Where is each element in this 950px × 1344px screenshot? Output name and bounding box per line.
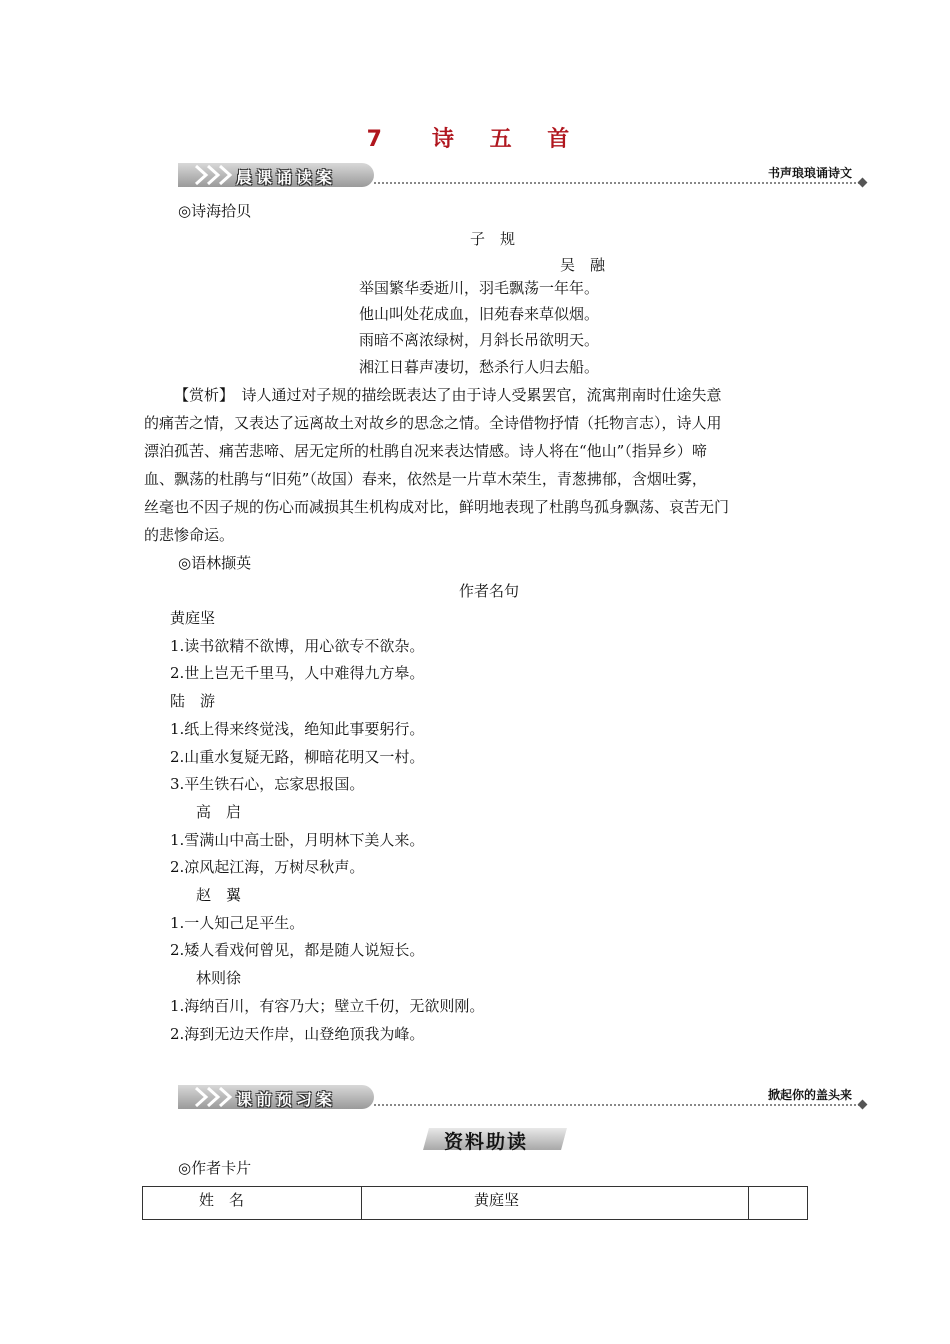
author-name: 赵 翼 <box>196 886 242 904</box>
poem-line: 湘江日暮声凄切，愁杀行人归去船。 <box>359 358 600 376</box>
poem-title: 子 规 <box>470 230 516 248</box>
section-heading: ◎语林撷英 <box>178 554 252 572</box>
analysis-line: 丝毫也不因子规的伤心而减损其生机构成对比，鲜明地表现了杜鹃鸟孤身飘荡、哀苦无门 <box>144 498 730 516</box>
table-cell: 姓 名 <box>143 1187 362 1220</box>
analysis-line: 血、飘荡的杜鹃与“旧苑”（故国）春来，依然是一片草木荣生，青葱拂郁，含烟吐雾， <box>144 470 707 488</box>
quote-line: 2.山重水复疑无路，柳暗花明又一村。 <box>170 747 425 766</box>
quote-line: 1.一人知己足平生。 <box>170 913 305 932</box>
author-name: 黄庭坚 <box>170 609 216 627</box>
banner-label: 晨课诵读案 <box>236 168 337 187</box>
chevron-icon <box>192 1085 240 1109</box>
dotted-rule <box>374 1104 860 1106</box>
quotes-heading: 作者名句 <box>459 582 520 600</box>
author-name: 高 启 <box>196 802 242 821</box>
section-heading: ◎诗海拾贝 <box>178 202 252 220</box>
morning-reading-banner <box>178 163 866 189</box>
quote-line: 2.矮人看戏何曾见，都是随人说短长。 <box>170 941 425 960</box>
diamond-icon <box>858 1100 868 1110</box>
poem-line: 雨暗不离浓绿树，月斜长吊欲明天。 <box>359 331 600 349</box>
table-cell <box>749 1187 808 1220</box>
section-heading: ◎作者卡片 <box>178 1159 252 1177</box>
sub-header <box>416 1124 566 1152</box>
quote-line: 2.世上岂无千里马，人中难得九方皋。 <box>170 664 425 683</box>
banner-label: 课前预习案 <box>236 1090 337 1109</box>
quote-line: 2.凉风起江海，万树尽秋声。 <box>170 858 365 877</box>
chevron-icon <box>192 163 240 187</box>
poem-line: 举国繁华委逝川，羽毛飘荡一年年。 <box>359 279 600 297</box>
analysis-line: 漂泊孤苦、痛苦悲啼、居无定所的杜鹃自况来表达情感。诗人将在“他山”（指异乡）啼 <box>144 442 707 460</box>
quote-line: 2.海到无边天作岸，山登绝顶我为峰。 <box>170 1024 425 1043</box>
banner-right-text: 书声琅琅诵诗文 <box>767 166 852 180</box>
page-title: 7 诗 五 首 <box>366 127 584 152</box>
quote-line: 1.雪满山中高士卧，月明林下美人来。 <box>170 830 425 849</box>
analysis-line: 的悲惨命运。 <box>144 526 235 544</box>
preview-banner <box>178 1085 866 1111</box>
table-cell: 黄庭坚 <box>362 1187 749 1220</box>
diamond-icon <box>858 178 868 188</box>
author-card-table <box>142 1186 808 1220</box>
quote-line: 1.海纳百川，有容乃大；壁立千仞，无欲则刚。 <box>170 996 485 1015</box>
quote-line: 1.读书欲精不欲博，用心欲专不欲杂。 <box>170 636 425 655</box>
dotted-rule <box>374 182 860 184</box>
poem-author: 吴 融 <box>560 256 606 274</box>
banner-right-text: 掀起你的盖头来 <box>767 1088 852 1102</box>
quote-line: 3.平生铁石心，忘家思报国。 <box>170 775 365 794</box>
analysis-line: 的痛苦之情，又表达了远离故土对故乡的思念之情。全诗借物抒情（托物言志），诗人用 <box>144 414 722 432</box>
sub-header-label: 资料助读 <box>444 1131 529 1153</box>
table-row <box>143 1187 808 1220</box>
analysis-line: 【赏析】 诗人通过对子规的描绘既表达了由于诗人受累罢官，流寓荆南时仕途失意 <box>174 386 722 404</box>
quote-line: 1.纸上得来终觉浅，绝知此事要躬行。 <box>170 719 425 738</box>
author-name: 林则徐 <box>196 969 242 988</box>
author-name: 陆 游 <box>170 692 216 711</box>
poem-line: 他山叫处花成血，旧苑春来草似烟。 <box>359 305 600 323</box>
